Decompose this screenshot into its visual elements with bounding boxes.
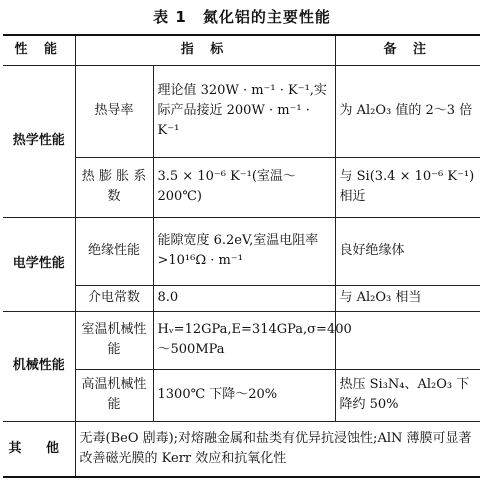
- header-indicator: 指 标: [75, 35, 335, 65]
- property-note: [335, 311, 480, 369]
- table-row: [3, 421, 480, 477]
- property-note: 热压 Si₃N₄、Al₂O₃ 下降约 50%: [335, 369, 480, 421]
- property-name: 室温机械性能: [75, 311, 153, 369]
- header-note: 备 注: [335, 35, 480, 65]
- property-indicator: 8.0: [153, 285, 335, 311]
- table-row: [3, 157, 480, 217]
- property-name: 高温机械性能: [75, 369, 153, 421]
- table-row: [3, 65, 480, 157]
- properties-table: [3, 34, 480, 478]
- table-row: [3, 369, 480, 421]
- other-description: 无毒(BeO 剧毒);对熔融金属和盐类有优异抗浸蚀性;AlN 薄膜可显著改善磁光膜的 Kerr 效应和抗氧化性: [75, 421, 480, 477]
- category-other: 其 他: [3, 421, 75, 477]
- property-note: 与 Si(3.4 × 10⁻⁶ K⁻¹)相近: [335, 157, 480, 217]
- property-indicator: 3.5 × 10⁻⁶ K⁻¹(室温～200℃): [153, 157, 335, 217]
- property-note: 与 Al₂O₃ 相当: [335, 285, 480, 311]
- category-mechanical: 机械性能: [3, 311, 75, 421]
- property-name: 绝缘性能: [75, 217, 153, 285]
- property-indicator: 理论值 320W · m⁻¹ · K⁻¹,实际产品接近 200W · m⁻¹ · K⁻¹: [153, 65, 335, 157]
- category-electrical: 电学性能: [3, 217, 75, 311]
- property-indicator: 1300℃ 下降～20%: [153, 369, 335, 421]
- property-name: 热导率: [75, 65, 153, 157]
- table-row: [3, 285, 480, 311]
- property-name: 热 膨 胀 系数: [75, 157, 153, 217]
- property-name: 介电常数: [75, 285, 153, 311]
- table-row: [3, 217, 480, 285]
- property-note: 良好绝缘体: [335, 217, 480, 285]
- property-indicator: 能隙宽度 6.2eV,室温电阻率>10¹⁶Ω · m⁻¹: [153, 217, 335, 285]
- header-row: [3, 35, 480, 65]
- table-row: [3, 311, 480, 369]
- table-title: 表 1 氮化铝的主要性能: [153, 8, 331, 26]
- category-thermal: 热学性能: [3, 65, 75, 217]
- property-note: 为 Al₂O₃ 值的 2～3 倍: [335, 65, 480, 157]
- header-property: 性 能: [3, 35, 75, 65]
- property-indicator: Hᵥ=12GPa,E=314GPa,σ=400～500MPa: [153, 311, 335, 369]
